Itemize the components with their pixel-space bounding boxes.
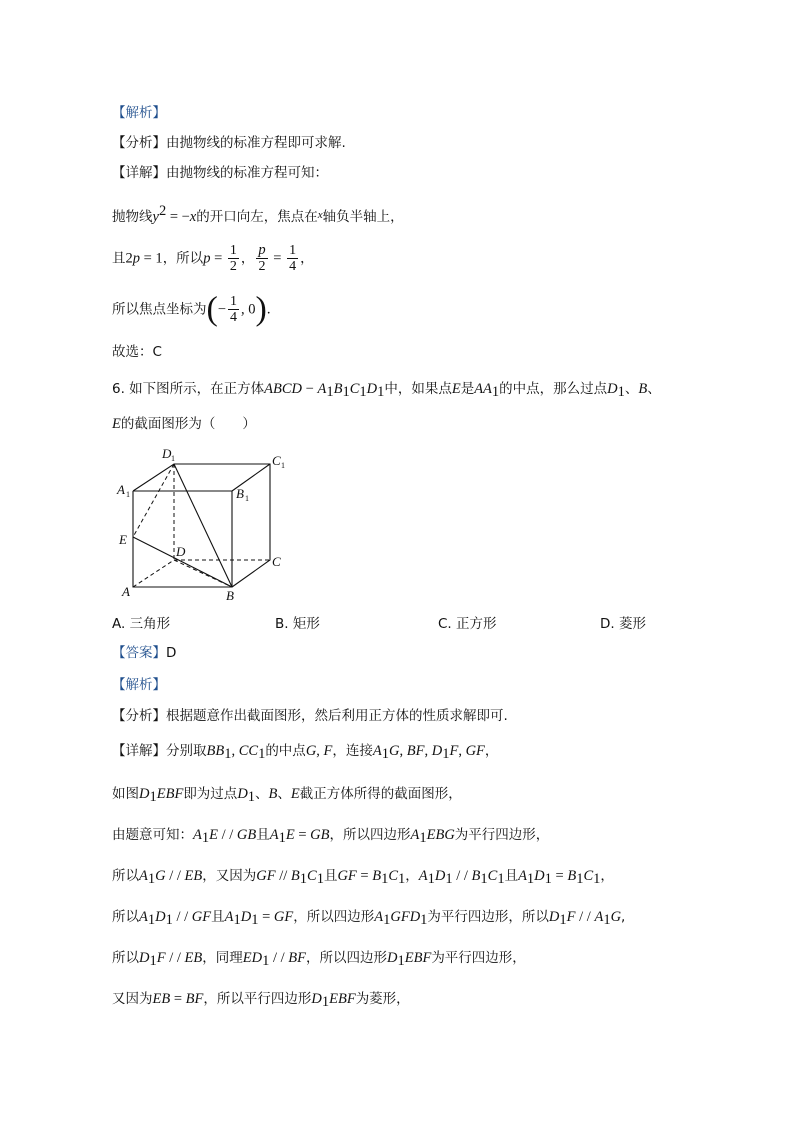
label-d: D [176, 544, 186, 559]
question-stem-line1: 6. 如下图所示，在正方体ABCD − $A_1B_1C_1D_1$中，如果点E是$AA_1$的中点，那么过点$D_1$、B、 [112, 381, 661, 400]
segment-d1b [174, 464, 232, 587]
label-e: E [119, 532, 127, 547]
fenxi-line-1: 【分析】由抛物线的标准方程即可求解. [112, 135, 346, 151]
xiangjie-line-1: 【详解】由抛物线的标准方程可知： [112, 165, 328, 181]
option-b[interactable]: B. 矩形 [275, 616, 320, 632]
svg-text:1: 1 [171, 454, 175, 463]
label-a1: A [117, 482, 125, 497]
answer-line: 【答案】D [112, 645, 177, 661]
option-c[interactable]: C. 正方形 [438, 616, 497, 632]
detail-line-6: 所以$D_1F$ / / EB，同理$ED_1$ / / BF，所以四边形$D_1EBF$为平行四边形， [112, 950, 526, 969]
label-c1: C [272, 453, 281, 468]
svg-text:1: 1 [281, 461, 285, 470]
cube-top-back [133, 464, 270, 587]
label-b1: B [236, 486, 244, 501]
p-value-line: 且2p = 1，所以p = $\frac{1}{2}$ ， $\frac{p}{2}$ = $\frac{1}{4}$ ， [112, 242, 314, 274]
jiexi-heading-2: 【解析】 [112, 677, 166, 693]
detail-line-3: 由题意可知：$A_1E$ / / GB且$A_1E$ = GB，所以四边形$A_1EBG$为平行四边形， [112, 827, 550, 846]
cube-figure [112, 440, 302, 605]
detail-line-4: 所以$A_1G$ / / EB，又因为GF // $B_1C_1$且GF = $B_1C_1$，$A_1D_1$ / / $B_1C_1$且$A_1D_1 = B_1C_1$， [112, 868, 614, 887]
question-stem-line2: E的截面图形为（ ） [112, 416, 256, 432]
xiangjie-line-2: 【详解】分别取$BB_1$, $CC_1$的中点G, F，连接$A_1G$, BF, $D_1F$, GF， [112, 743, 499, 762]
hidden-d1e [133, 464, 174, 537]
cube-front-face [133, 491, 232, 587]
label-b: B [226, 588, 234, 603]
fenxi-line-2: 【分析】根据题意作出截面图形，然后利用正方体的性质求解即可. [112, 708, 508, 724]
svg-text:1: 1 [126, 490, 130, 499]
svg-text:1: 1 [245, 494, 249, 503]
label-a: A [122, 584, 130, 599]
option-a[interactable]: A. 三角形 [112, 616, 171, 632]
hidden-ad [133, 560, 174, 587]
parabola-line: 抛物线$y^2 = -x$的开口向左，焦点在$^x$轴负半轴上， [112, 203, 404, 225]
focus-line: 所以焦点坐标为(− $\frac{1}{4}$ , 0). [112, 290, 271, 328]
choice-line: 故选：C [112, 344, 162, 360]
detail-line-5: 所以$A_1D_1$ / / GF且$A_1D_1$ = GF，所以四边形$A_1GFD_1$为平行四边形，所以$D_1F$ / / $A_1G$, [112, 909, 626, 928]
label-c: C [272, 554, 281, 569]
jiexi-heading-1: 【解析】 [112, 105, 166, 121]
detail-line-2: 如图$D_1EBF$即为过点$D_1$、B、E截正方体所得的截面图形， [112, 786, 462, 805]
option-d[interactable]: D. 菱形 [600, 616, 646, 632]
detail-line-7: 又因为EB = BF，所以平行四边形$D_1EBF$为菱形， [112, 991, 410, 1010]
label-d1: D [162, 446, 172, 461]
